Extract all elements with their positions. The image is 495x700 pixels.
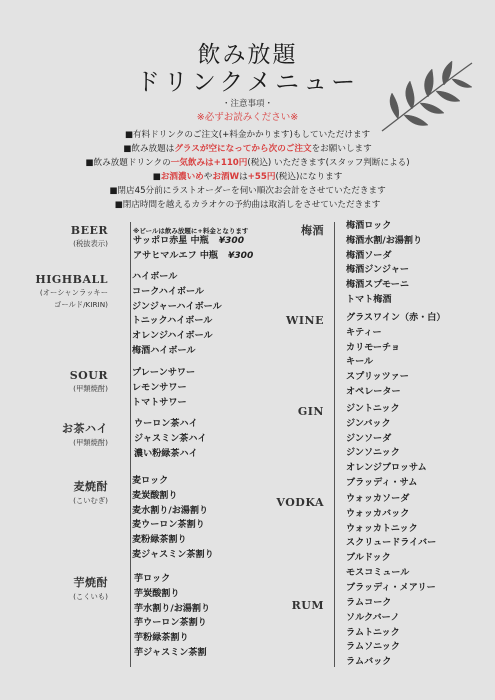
list-item: 麦ジャスミン茶割り: [132, 549, 214, 560]
list-item: アサヒマルエフ 中瓶 ¥300: [133, 250, 254, 261]
list-item: ブルドック: [346, 553, 391, 564]
list-item: ウォッカトニック: [346, 523, 418, 534]
list-item: ジンソーダ: [346, 433, 392, 444]
list-item: 芋ウーロン茶割り: [134, 618, 207, 629]
notice-text: は: [239, 172, 248, 182]
list-item: ウォッカバック: [346, 508, 410, 519]
category-mugi: [73, 478, 108, 506]
list-item: ラムトニック: [346, 627, 400, 638]
leaf-branch-icon: [378, 55, 478, 135]
category-highball-sub: ゴールド/KIRIN): [54, 300, 108, 309]
column-divider-right: [334, 222, 335, 667]
notice-text: や: [203, 172, 213, 182]
notice-highlight: +55円: [247, 172, 276, 182]
list-item: 麦粉緑茶割り: [132, 535, 187, 546]
list-item: カリモーチョ: [346, 342, 400, 353]
notice-text: をお願いします: [311, 144, 372, 154]
list-item: キティー: [346, 327, 382, 338]
category-imo-sub: (こくいも): [73, 592, 108, 601]
category-sour-name: SOUR: [69, 369, 108, 382]
notice-highlight: お酒濃いめ: [160, 172, 204, 182]
list-item: オレンジハイボール: [132, 331, 213, 342]
list-item: ソルクバーノ: [346, 612, 400, 623]
list-item: 麦水割り/お湯割り: [132, 505, 209, 516]
list-item: ジンジャーハイボール: [132, 301, 222, 312]
list-item: 梅酒スプモーニ: [346, 280, 409, 291]
list-item: オレンジブロッサム: [346, 463, 427, 474]
notice-highlight: お酒W: [212, 172, 240, 182]
list-item: 麦ロック: [132, 476, 169, 486]
list-item: 芋ジャスミン茶割: [134, 647, 207, 658]
list-item: 芋粉緑茶割り: [134, 633, 189, 644]
list-item: グラスワイン（赤・白）: [346, 313, 446, 323]
notice-line: [0, 184, 495, 196]
category-beer-sub: (税抜表示): [73, 239, 108, 248]
list-item: コークハイボール: [132, 286, 205, 297]
notice-line: [0, 198, 495, 210]
category-ochahai-sub: (甲類焼酎): [73, 438, 108, 447]
category-wine-name: WINE: [286, 314, 324, 327]
category-sour: [70, 369, 108, 394]
gin-list: [346, 402, 427, 491]
notice-text: (税込)になります: [275, 172, 343, 182]
notice-line: [0, 142, 495, 154]
notice-text: ■飲み放題は: [123, 144, 175, 154]
notice-line: [0, 156, 495, 168]
category-highball: [35, 273, 108, 310]
list-item: トマトサワー: [132, 397, 187, 408]
notice-text: ■有料ドリンクのご注文(+料金かかります)もしていただけます: [124, 130, 371, 140]
list-item: ジントニック: [346, 404, 400, 414]
menu-title-line2: ドリンクメニュー: [135, 68, 360, 96]
list-item: ウーロン茶ハイ: [134, 419, 198, 429]
menu-title-line1: 飲み放題: [197, 42, 298, 68]
ochahai-list: [134, 417, 207, 461]
category-umeshu: [301, 222, 324, 238]
category-highball-sub: (オーシャンラッキー: [39, 288, 108, 297]
list-item: 梅酒ソーダ: [346, 250, 392, 261]
category-imo: [73, 574, 108, 602]
list-item: 濃い粉緑茶ハイ: [134, 448, 198, 459]
notice-highlight: グラスが空になってから次のご注文: [174, 144, 312, 154]
list-item: モスコミュール: [346, 567, 410, 578]
category-sour-sub: (甲類焼酎): [73, 384, 108, 393]
notice-line: [0, 170, 495, 182]
list-item: 麦ウーロン茶割り: [132, 520, 205, 531]
notes-heading: ・注意事項・: [221, 99, 273, 109]
wine-list: [346, 311, 446, 400]
imo-list: [134, 572, 210, 661]
notice-line: [0, 128, 495, 140]
category-mugi-name: 麦焼酎: [73, 480, 108, 493]
list-item: トマト梅酒: [346, 294, 392, 305]
notice-text: ■閉店時間を越えるカラオケの予約曲は取消しをさせていただきます: [114, 200, 381, 210]
notes-warning: ※必ずお読みください※: [196, 112, 299, 123]
sour-list: [132, 366, 195, 410]
notice-highlight: 一気飲みは+110円: [170, 158, 248, 168]
list-item: 芋炭酸割り: [134, 588, 180, 599]
list-item: 芋ロック: [134, 574, 171, 584]
rum-list: [346, 596, 400, 670]
beer-list: [133, 234, 253, 263]
list-item: ジンソニック: [346, 448, 400, 459]
category-beer: [71, 224, 108, 249]
category-imo-name: 芋焼酎: [73, 576, 108, 589]
list-item: ラムソニック: [346, 642, 400, 653]
category-wine: [286, 314, 324, 327]
umeshu-list: [346, 219, 422, 308]
list-item: キール: [346, 357, 374, 368]
list-item: 麦炭酸割り: [132, 490, 178, 501]
category-gin-name: GIN: [297, 405, 324, 418]
list-item: スクリュードライバー: [346, 538, 437, 549]
category-rum: [292, 599, 324, 612]
beer-note: ※ビールは飲み放題に+料金となります: [133, 227, 249, 235]
list-item: ジャスミン茶ハイ: [134, 433, 207, 444]
vodka-list: [346, 492, 436, 596]
notice-text: ■閉店45分前にラストオーダーを伺い順次お会計をさせていただきます: [109, 186, 386, 196]
list-item: プレーンサワー: [132, 368, 196, 378]
category-vodka: [276, 496, 324, 509]
list-item: 梅酒ハイボール: [132, 345, 196, 356]
list-item: ラムバック: [346, 657, 392, 668]
list-item: ハイボール: [132, 272, 178, 282]
list-item: 梅酒水割/お湯割り: [346, 235, 423, 246]
category-mugi-sub: (こいむぎ): [73, 496, 108, 505]
mugi-list: [132, 474, 214, 563]
category-umeshu-name: 梅酒: [301, 224, 324, 237]
list-item: レモンサワー: [132, 382, 187, 393]
category-highball-name: HIGHBALL: [35, 273, 108, 286]
list-item: ウォッカソーダ: [346, 494, 410, 504]
list-item: トニックハイボール: [132, 316, 213, 327]
list-item: ジンバック: [346, 418, 391, 429]
notice-text: ■飲み放題ドリンクの: [85, 158, 171, 168]
list-item: 梅酒ジンジャー: [346, 265, 410, 276]
category-beer-name: BEER: [70, 224, 108, 237]
highball-list: [132, 270, 222, 359]
list-item: ブラッディ・サム: [346, 477, 418, 488]
list-item: 芋水割り/お湯割り: [134, 603, 211, 614]
list-item: ラムコーク: [346, 598, 392, 608]
category-ochahai: [62, 420, 108, 448]
notice-text: (税込) いただきます(スタッフ判断による): [247, 158, 410, 168]
category-rum-name: RUM: [291, 599, 324, 612]
category-gin: [298, 405, 324, 418]
list-item: スプリッツァー: [346, 372, 409, 383]
column-divider-left: [130, 222, 131, 667]
list-item: サッポロ赤星 中瓶 ¥300: [133, 236, 245, 246]
list-item: オペレーター: [346, 386, 401, 397]
notice-text: ■: [152, 172, 161, 182]
list-item: ブラッディ・メアリー: [346, 582, 436, 593]
category-vodka-name: VODKA: [276, 496, 324, 509]
list-item: 梅酒ロック: [346, 221, 392, 231]
category-ochahai-name: お茶ハイ: [62, 422, 108, 435]
